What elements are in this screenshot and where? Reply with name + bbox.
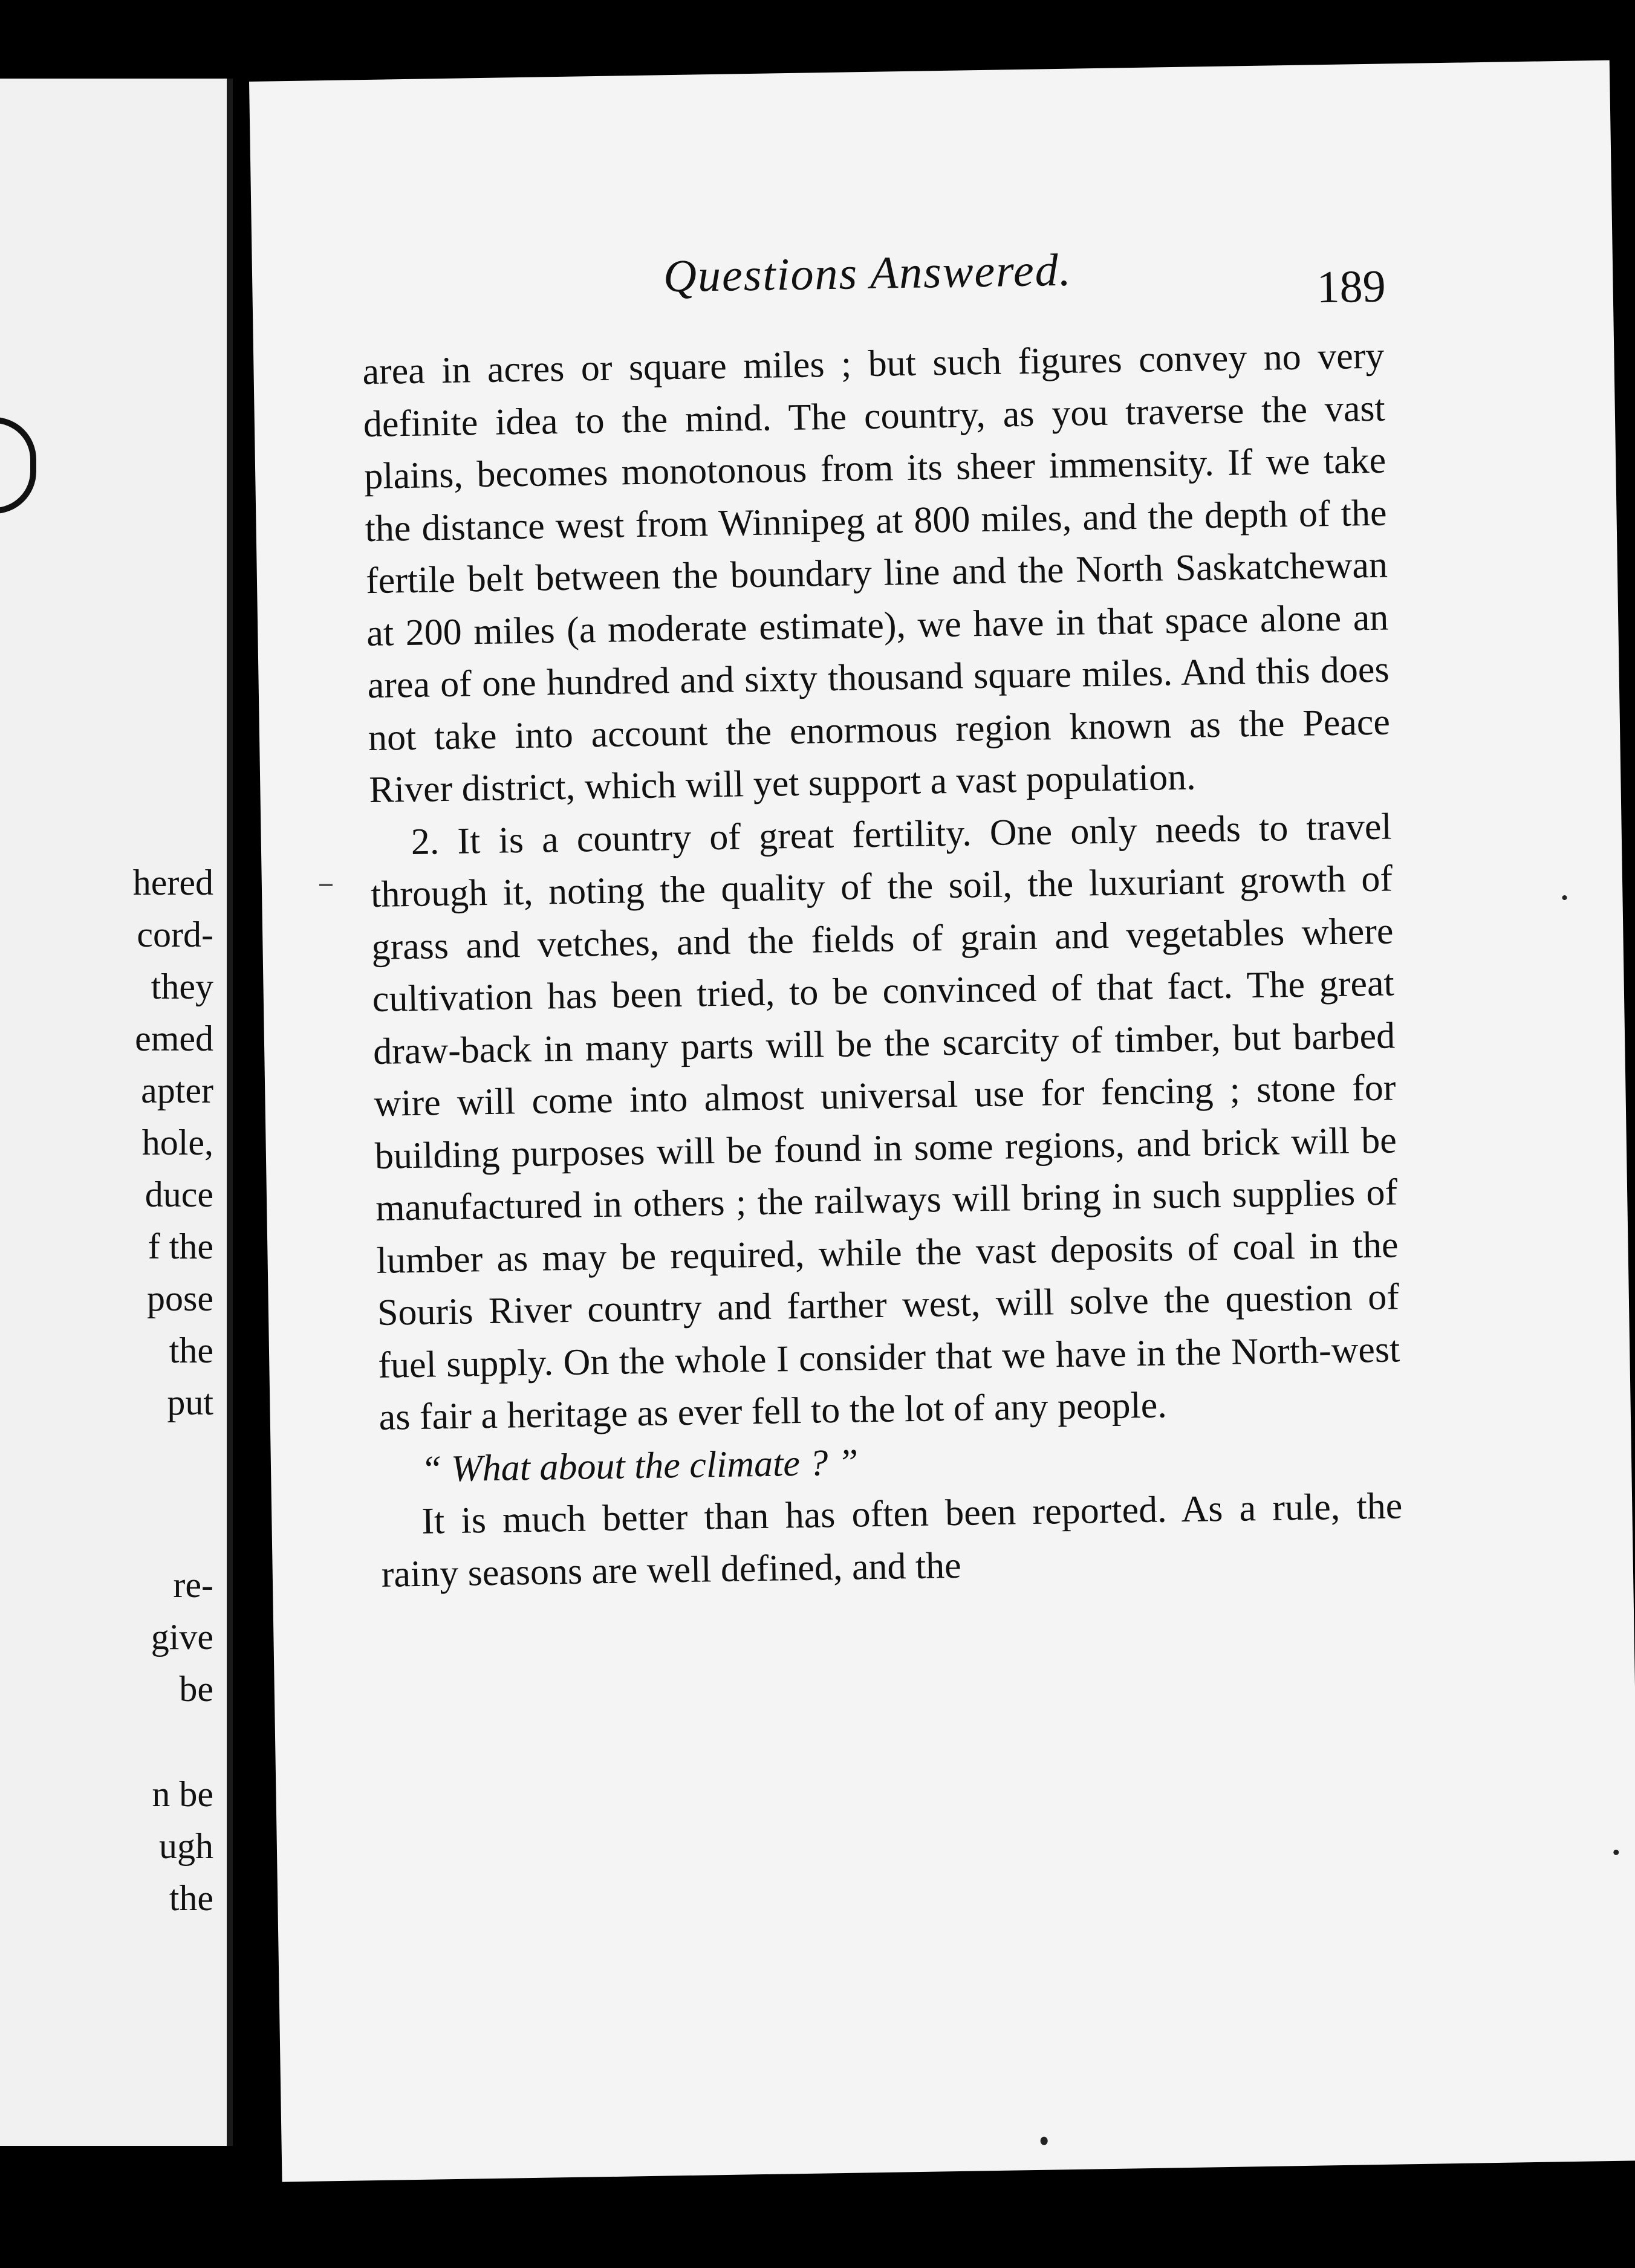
page-number: 189 bbox=[1316, 261, 1386, 313]
body-text bbox=[362, 330, 1403, 1601]
print-speck bbox=[1041, 2137, 1048, 2145]
left-page-line-fragment: apter bbox=[141, 1071, 213, 1110]
question-climate: “ What about the climate ? ” bbox=[420, 1441, 859, 1490]
left-page-line-fragment: hered bbox=[132, 863, 213, 902]
print-speck bbox=[1613, 1850, 1619, 1855]
left-page-line-fragment: put bbox=[167, 1382, 213, 1422]
left-page-parenthesis-fragment bbox=[0, 417, 36, 514]
left-page-line-fragment: be bbox=[179, 1669, 213, 1709]
left-page-line-fragment: duce bbox=[145, 1174, 213, 1214]
left-page-line-fragment: re- bbox=[173, 1565, 213, 1605]
left-page-line-fragment: the bbox=[169, 1330, 213, 1370]
left-page-line-fragment: f the bbox=[148, 1226, 213, 1266]
left-page-line-fragment: n be bbox=[152, 1774, 213, 1814]
left-page-line-fragment: cord- bbox=[137, 915, 213, 954]
left-page-line-fragment: the bbox=[169, 1878, 213, 1918]
left-page-line-fragment: they bbox=[151, 967, 213, 1006]
print-speck bbox=[1562, 895, 1567, 900]
paragraph-continuation: area in acres or square miles ; but such figures convey no very definite idea to the mind. The country, as you traverse the vast plains, becomes monotonous from its sheer immensity. If we take the distance west from Winnipeg at 800 miles, and the depth of the fertile belt between the boundary line and the North Saskatchewan at 200 miles (a moderate estimate), we have in that space alone an area of one hundred and sixty thousand square miles. And this does not take into account the enormous region known as the Peace River district, which will yet support a vast population. bbox=[362, 335, 1391, 811]
margin-dash-mark bbox=[319, 884, 333, 886]
left-page-line-fragment: hole, bbox=[141, 1123, 213, 1162]
left-page-line-fragment: ugh bbox=[159, 1826, 213, 1866]
left-page-line-fragment: give bbox=[151, 1617, 213, 1657]
running-head: Questions Answered. bbox=[663, 244, 1073, 302]
left-page-line-fragment: pose bbox=[147, 1278, 213, 1318]
paragraph-climate-answer: It is much better than has often been reported. As a rule, the rainy seasons are well defined, and the bbox=[381, 1485, 1403, 1595]
left-page-line-fragment: emed bbox=[135, 1019, 213, 1058]
book-page bbox=[249, 60, 1635, 2182]
paragraph-fertility: 2. It is a country of great fertility. One only needs to travel through it, noting the quality of the soil, the luxuriant growth of grass and vetches, and the fields of grain and vegetables where cultivation has been tried, to be convinced of that fact. The great draw-back in many parts will be the scarcity of timber, but barbed wire will come into almost universal use for fencing ; stone for building purposes will be found in some regions, and brick will be manufactured in others ; the railways will bring in such supplies of lumber as may be required, while the vast deposits of coal in the Souris River country and farther west, will solve the question of fuel supply. On the whole I consider that we have in the North-west as fair a heritage as ever fell to the lot of any people. bbox=[370, 805, 1400, 1438]
left-facing-page bbox=[0, 79, 233, 2146]
